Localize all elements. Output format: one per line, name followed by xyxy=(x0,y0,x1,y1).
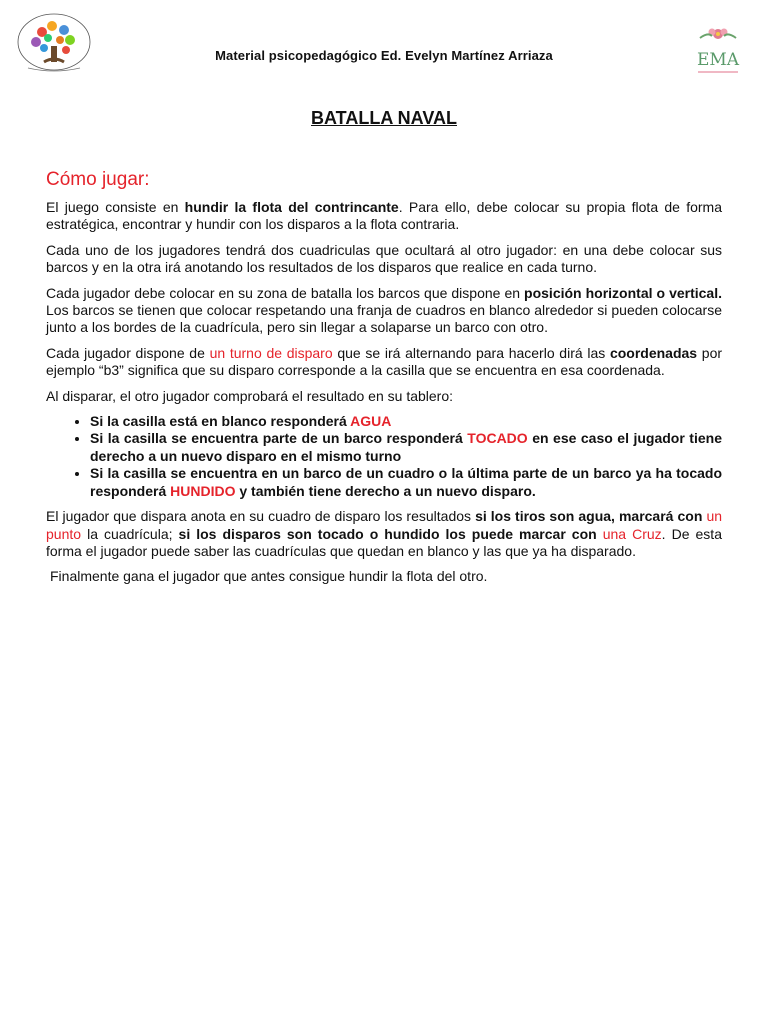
ema-logo-text: EMA xyxy=(696,50,740,70)
section-subtitle: Cómo jugar: xyxy=(46,169,150,190)
paragraph-7: Finalmente gana el jugador que antes consigue hundir la flota del otro. xyxy=(50,568,488,585)
list-item: • Si la casilla se encuentra parte de un barco responderá TOCADO en ese caso el jugador tiene derecho a un nuevo disparo en el mismo turno xyxy=(90,430,722,465)
flower-icon xyxy=(690,24,746,46)
page-title: BATALLA NAVAL xyxy=(311,108,457,128)
logo-underline xyxy=(698,71,738,73)
body-content xyxy=(46,199,722,594)
paragraph-3: Cada jugador debe colocar en su zona de batalla los barcos que dispone en posición horizontal o vertical. Los barcos se tienen que colocar respetando una franja de cuadros en blanco alrededor si pueden colocarse junto a los bordes de la cuadrícula, pero sin llegar a solaparse un barco con otro. xyxy=(46,284,722,336)
paragraph-2: Cada uno de los jugadores tendrá dos cuadriculas que ocultará al otro jugador: en una debe colocar sus barcos y en la otra irá anotando los resultados de los disparos que realice en cada turno. xyxy=(46,241,722,276)
header-text: Material psicopedagógico Ed. Evelyn Martínez Arriaza xyxy=(215,48,553,63)
paragraph-4: Cada jugador dispone de un turno de disparo que se irá alternando para hacerlo dirá las coordenadas por ejemplo “b3” significa que su disparo corresponde a la casilla que se encuentra en esa coordenada. xyxy=(46,344,723,379)
list-item: • Si la casilla está en blanco responderá AGUA xyxy=(90,413,722,430)
rules-list xyxy=(46,413,722,500)
paragraph-6: El jugador que dispara anota en su cuadro de disparo los resultados si los tiros son agua, marcará con un punto la cuadrícula; si los disparos son tocado o hundido los puede marcar con una Cruz. De esta forma el jugador puede saber las cuadrículas que quedan en blanco y las que ya ha disparado. xyxy=(46,508,723,559)
list-item: • Si la casilla se encuentra en un barco de un cuadro o la última parte de un barco ya ha tocado responderá HUNDIDO y también tiene derecho a un nuevo disparo. xyxy=(90,465,722,500)
paragraph-5: Al disparar, el otro jugador comprobará el resultado en su tablero: xyxy=(46,387,454,404)
tree-logo-icon xyxy=(14,12,94,76)
paragraph-1: El juego consiste en hundir la flota del contrincante. Para ello, debe colocar su propia flota de forma estratégica, encontrar y hundir con los disparos a la flota contraria. xyxy=(46,199,722,233)
